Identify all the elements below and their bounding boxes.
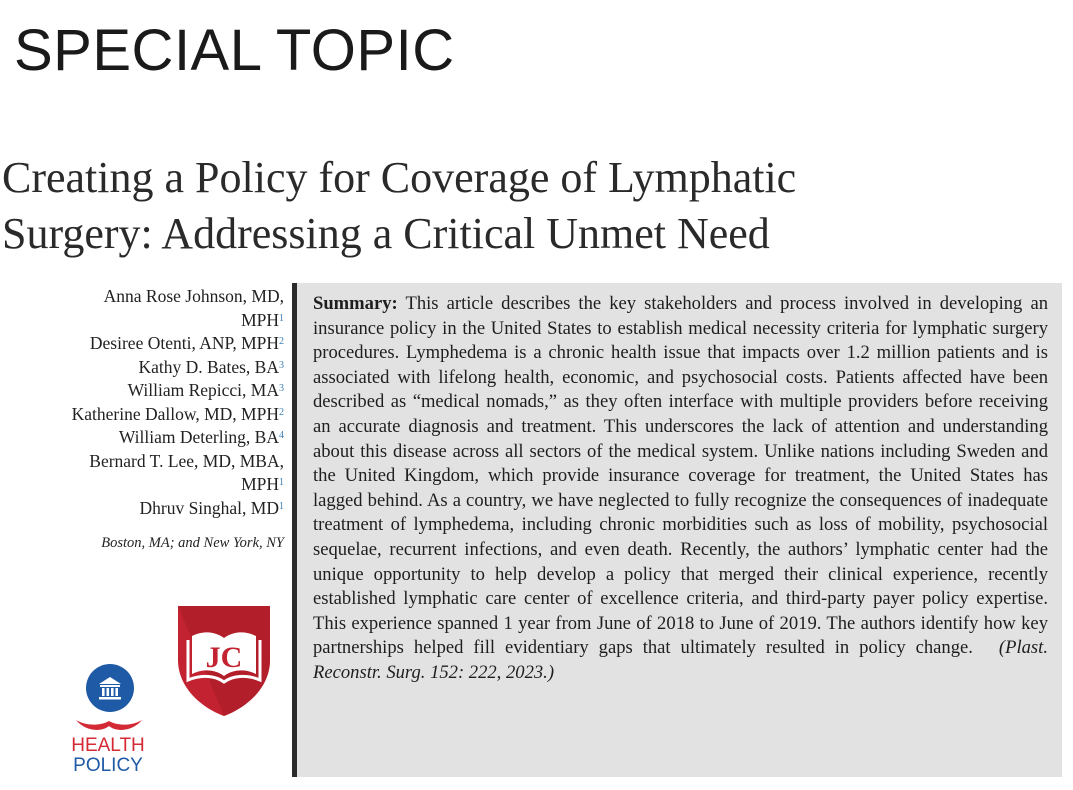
health-policy-logo	[68, 664, 148, 782]
author-list	[0, 285, 284, 556]
health-policy-wordmark: HEALTH POLICY	[71, 735, 145, 776]
hands-icon	[74, 714, 144, 734]
author-line: Katherine Dallow, MD, MPH$^2$	[71, 403, 284, 424]
capitol-building-icon	[86, 664, 134, 712]
summary-label: Summary:	[313, 293, 398, 314]
jc-letters: JC	[205, 641, 243, 674]
section-label: SPECIAL TOPIC	[14, 18, 455, 83]
author-line: Dhruv Singhal, $MD^1$	[139, 497, 284, 518]
citation: (Plast. Reconstr. Surg. 152: 222, 2023.)	[313, 637, 1048, 683]
author-line: Kathy D. Bates, $BA^3$	[138, 356, 284, 377]
author-line: MPH$^1$	[241, 309, 284, 330]
title-line-2: Surgery: Addressing a Critical Unmet Need	[2, 209, 770, 258]
summary-body: This article describes the key stakeholders and process involved in developing an insurance policy in the United States to establish medical necessity criteria for lymphatic surgery procedures. Lymphedema is a chronic health issue that impacts over 1.2 million patients and is associated with lifelong health, economic, and psychosocial costs. Patients affected have been described as “medical nomads,” as they often interface with multiple providers before receiving an accurate diagnosis and treatment. This underscores the lack of attention and understanding about this disease across all sectors of the medical system. Unlike nations including Sweden and the United Kingdom, which provide insurance coverage for treatment, the United States has lagged behind. As a country, we have neglected to fully recognize the consequences of inadequate treatment of lymphedema, including chronic morbidities such as loss of mobility, psychosocial sequelae, recurrent infections, and even death. Recently, the authors’ lymphatic center had the unique opportunity to help develop a policy that merged their clinical experience, recently established lymphatic care center of excellence criteria, and third-party payer policy expertise. This experience spanned 1 year from June of 2018 to June of 2019. The authors identify how key partnerships helped fill evidentiary gaps that ultimately resulted in policy change.	[313, 293, 1048, 659]
author-line: William Repicci, $MA^3$	[127, 380, 284, 400]
journal-club-shield-icon	[174, 600, 274, 720]
summary-text	[313, 292, 1048, 686]
author-line: Anna Rose Johnson, MD,	[103, 286, 284, 306]
summary-box	[292, 283, 1062, 777]
title-line-1: Creating a Policy for Coverage of Lymphatic	[2, 153, 797, 202]
author-line: Desiree Otenti, ANP, MPH$^2$	[89, 333, 284, 353]
article-title	[2, 150, 1062, 262]
author-location: Boston, MA; and New York, NY	[101, 535, 284, 551]
author-line: Bernard T. Lee, MD, MBA,	[89, 450, 284, 471]
author-line: MPH$^1$	[241, 474, 284, 494]
author-line: William Deterling, $BA^4$	[118, 427, 284, 447]
